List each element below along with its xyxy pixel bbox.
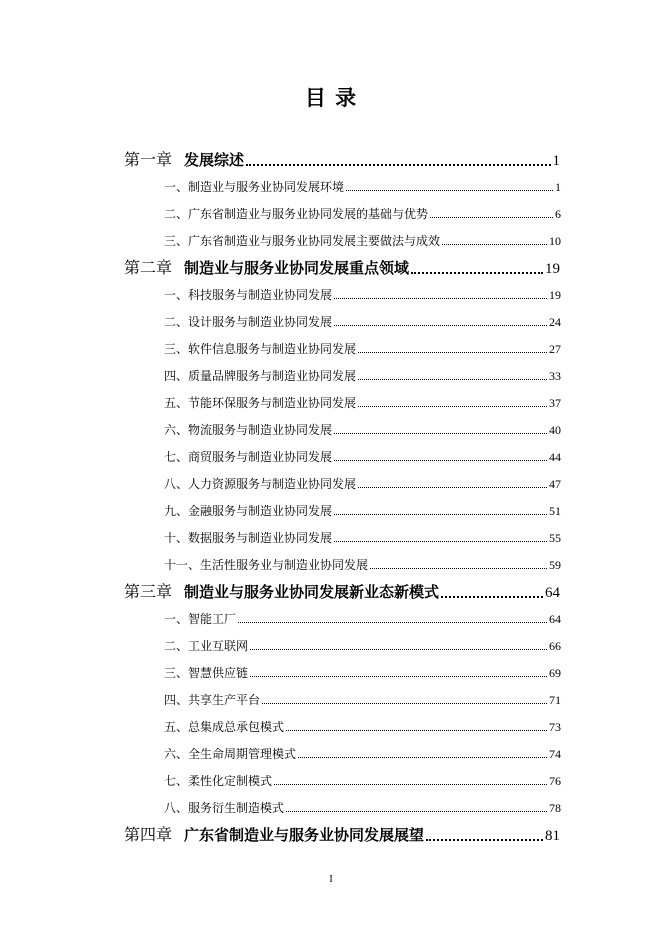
- toc-section-title: 一、智能工厂: [164, 612, 237, 626]
- dot-leader: [411, 271, 543, 274]
- toc-page-number: 71: [549, 693, 561, 707]
- dot-leader: [334, 540, 547, 542]
- toc-page-number: 59: [549, 558, 561, 572]
- toc-section-entry[interactable]: [164, 607, 561, 627]
- dot-leader: [246, 163, 550, 166]
- toc-chapter-label: [124, 579, 439, 602]
- toc-section-title: 十、数据服务与制造业协同发展: [164, 531, 333, 545]
- toc-page-number: 78: [549, 801, 561, 815]
- dot-leader: [346, 189, 553, 191]
- toc-section-title: 一、制造业与服务业协同发展环境: [164, 180, 345, 194]
- toc-section-entry[interactable]: [164, 661, 561, 681]
- toc-chapter-title: 广东省制造业与服务业协同发展展望: [184, 826, 425, 844]
- toc-chapter-entry[interactable]: [124, 819, 560, 845]
- dot-leader: [358, 405, 547, 407]
- toc-page-number: 1: [555, 180, 561, 194]
- toc-section-title: 三、软件信息服务与制造业协同发展: [164, 342, 357, 356]
- toc-section-entry[interactable]: [164, 742, 561, 762]
- toc-chapter-label: [124, 255, 409, 278]
- toc-chapter-number: 第二章: [124, 258, 173, 277]
- toc-section-title: 三、广东省制造业与服务业协同发展主要做法与成效: [164, 234, 441, 248]
- toc-section-title: 七、商贸服务与制造业协同发展: [164, 450, 333, 464]
- toc-section-entry[interactable]: [164, 769, 561, 789]
- toc-section-entry[interactable]: [164, 337, 561, 357]
- dot-leader: [262, 702, 547, 704]
- toc-section-title: 二、广东省制造业与服务业协同发展的基础与优势: [164, 207, 429, 221]
- dot-leader: [358, 351, 547, 353]
- toc-section-entry[interactable]: [164, 202, 561, 222]
- toc-page-number: 51: [549, 504, 561, 518]
- toc-page-number: 27: [549, 342, 561, 356]
- toc-page-number: 24: [549, 315, 561, 329]
- toc-section-entry[interactable]: [164, 175, 561, 195]
- toc-section-title: 九、金融服务与制造业协同发展: [164, 504, 333, 518]
- toc-section-title: 六、物流服务与制造业协同发展: [164, 423, 333, 437]
- page-number-footer: I: [329, 874, 333, 885]
- dot-leader: [358, 486, 547, 488]
- dot-leader: [426, 838, 543, 841]
- toc-section-entry[interactable]: [164, 472, 561, 492]
- toc-page-number: 1: [552, 153, 560, 169]
- toc-section-title: 六、全生命周期管理模式: [164, 747, 297, 761]
- dot-leader: [298, 756, 547, 758]
- dot-leader: [334, 432, 547, 434]
- toc-page-number: 55: [549, 531, 561, 545]
- dot-leader: [430, 216, 553, 218]
- toc-chapter-number: 第三章: [124, 582, 173, 601]
- dot-leader: [334, 459, 547, 461]
- dot-leader: [442, 243, 547, 245]
- toc-section-title: 七、柔性化定制模式: [164, 774, 273, 788]
- toc-section-title: 八、服务衍生制造模式: [164, 801, 285, 815]
- toc-section-title: 五、总集成总承包模式: [164, 720, 285, 734]
- toc-page-number: 73: [549, 720, 561, 734]
- dot-leader: [441, 595, 543, 598]
- toc-chapter-title: 制造业与服务业协同发展新业态新模式: [184, 583, 440, 601]
- toc-chapter-number: 第一章: [124, 150, 173, 169]
- toc-page-number: 66: [549, 639, 561, 653]
- dot-leader: [250, 648, 547, 650]
- toc-section-entry[interactable]: [164, 391, 561, 411]
- toc-section-entry[interactable]: [164, 499, 561, 519]
- toc-section-entry[interactable]: [164, 310, 561, 330]
- toc-chapter-title: 制造业与服务业协同发展重点领域: [184, 259, 410, 277]
- toc-section-entry[interactable]: [164, 283, 561, 303]
- toc-page-number: 74: [549, 747, 561, 761]
- toc-section-title: 二、工业互联网: [164, 639, 249, 653]
- toc-section-title: 三、智慧供应链: [164, 666, 249, 680]
- dot-leader: [274, 783, 547, 785]
- toc-page-number: 40: [549, 423, 561, 437]
- toc-section-entry[interactable]: [164, 688, 561, 708]
- toc-page-number: 81: [545, 828, 560, 844]
- toc-section-entry[interactable]: [164, 796, 561, 816]
- toc-chapter-entry[interactable]: [124, 576, 560, 602]
- toc-section-title: 四、共享生产平台: [164, 693, 261, 707]
- toc-section-title: 一、科技服务与制造业协同发展: [164, 288, 333, 302]
- toc-section-entry[interactable]: [164, 445, 561, 465]
- dot-leader: [286, 810, 547, 812]
- toc-page-number: 64: [549, 612, 561, 626]
- toc-section-entry[interactable]: [164, 418, 561, 438]
- toc-chapter-label: [124, 822, 424, 845]
- dot-leader: [358, 378, 547, 380]
- toc-page-number: 64: [545, 585, 560, 601]
- toc-section-title: 八、人力资源服务与制造业协同发展: [164, 477, 357, 491]
- toc-section-title: 十一、生活性服务业与制造业协同发展: [164, 558, 369, 572]
- toc-page-number: 19: [549, 288, 561, 302]
- dot-leader: [334, 324, 547, 326]
- toc-section-entry[interactable]: [164, 553, 561, 573]
- toc-section-entry[interactable]: [164, 715, 561, 735]
- toc-section-title: 五、节能环保服务与制造业协同发展: [164, 396, 357, 410]
- toc-page-number: 6: [555, 207, 561, 221]
- toc-page-number: 44: [549, 450, 561, 464]
- toc-chapter-entry[interactable]: [124, 144, 560, 170]
- dot-leader: [250, 675, 547, 677]
- toc-chapter-number: 第四章: [124, 825, 173, 844]
- toc-page-number: 47: [549, 477, 561, 491]
- toc-page-number: 10: [549, 234, 561, 248]
- toc-page-number: 37: [549, 396, 561, 410]
- toc-chapter-label: [124, 147, 244, 170]
- toc-chapter-entry[interactable]: [124, 252, 560, 278]
- toc-page-number: 76: [549, 774, 561, 788]
- toc-page-number: 33: [549, 369, 561, 383]
- dot-leader: [286, 729, 547, 731]
- toc-section-title: 二、设计服务与制造业协同发展: [164, 315, 333, 329]
- dot-leader: [334, 297, 547, 299]
- toc-section-entry[interactable]: [164, 229, 561, 249]
- toc-page-number: 69: [549, 666, 561, 680]
- dot-leader: [334, 513, 547, 515]
- dot-leader: [238, 621, 547, 623]
- toc-section-title: 四、质量品牌服务与制造业协同发展: [164, 369, 357, 383]
- toc-page-number: 19: [545, 261, 560, 277]
- toc-chapter-title: 发展综述: [184, 151, 245, 169]
- dot-leader: [370, 567, 547, 569]
- page-title: 目 录: [304, 86, 358, 110]
- toc-section-entry[interactable]: [164, 526, 561, 546]
- toc-section-entry[interactable]: [164, 364, 561, 384]
- toc-section-entry[interactable]: [164, 634, 561, 654]
